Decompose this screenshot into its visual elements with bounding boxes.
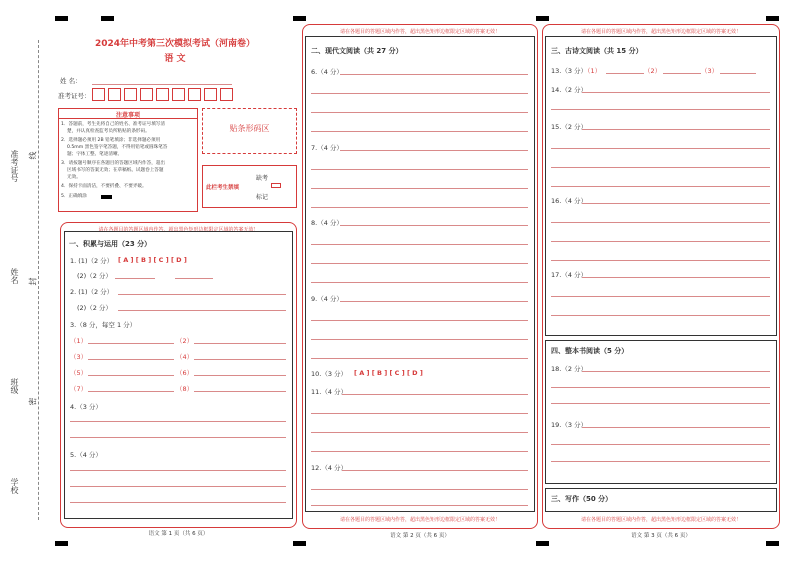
answer-line[interactable]: [311, 188, 528, 189]
blank-label: （6）: [176, 369, 194, 377]
answer-line[interactable]: [70, 486, 286, 487]
answer-line[interactable]: [551, 167, 770, 168]
side-label-school: 学校: [10, 478, 19, 494]
exam-title: 2024年中考第三次模拟考试（河南卷）: [94, 39, 256, 49]
answer-line[interactable]: [311, 112, 528, 113]
answer-line[interactable]: [311, 93, 528, 94]
q17-label: 17.（4 分）: [551, 271, 588, 279]
blank-label: （8）: [176, 385, 194, 393]
answer-line[interactable]: [88, 391, 174, 392]
q13-blank-label: （1）: [584, 67, 602, 75]
notice-item: 无效。: [67, 175, 81, 180]
q13-label: 13.（3 分）: [551, 67, 588, 75]
answer-line[interactable]: [311, 263, 528, 264]
subject-title: 语 文: [164, 54, 186, 64]
name-field[interactable]: [92, 84, 232, 85]
answer-line[interactable]: [311, 320, 528, 321]
answer-region-2: [305, 36, 535, 512]
answer-line[interactable]: [606, 73, 644, 74]
q15-label: 15.（2 分）: [551, 123, 588, 131]
timing-mark: [536, 541, 549, 546]
notice-item: 楚，并认真检查监考员所粘贴的条形码。: [67, 129, 150, 134]
q18-label: 18.（2 分）: [551, 365, 588, 373]
answer-line[interactable]: [551, 444, 770, 445]
q1-1-choices[interactable]: [ A ] [ B ] [ C ] [ D ]: [118, 256, 187, 264]
filled-bubble-example: [101, 195, 112, 199]
timing-mark: [536, 16, 549, 21]
q9-label: 9.（4 分）: [311, 295, 343, 303]
notice-item: 1．答题前，考生先将自己的姓名、准考证号填写清: [61, 122, 165, 127]
answer-line[interactable]: [70, 421, 286, 422]
answer-line[interactable]: [175, 278, 213, 279]
id-label: 准考证号：: [58, 92, 91, 100]
q11-label: 11.（4 分）: [311, 388, 348, 396]
q8-label: 8.（4 分）: [311, 219, 343, 227]
blank-label: （2）: [176, 337, 194, 345]
side-label-name: 姓名: [10, 268, 19, 284]
timing-mark: [55, 541, 68, 546]
notice-item: 4．保持卡面清洁，不要折叠、不要弄破。: [61, 184, 147, 189]
timing-mark: [101, 16, 114, 21]
answer-line[interactable]: [311, 358, 528, 359]
answer-line[interactable]: [663, 73, 701, 74]
notice-title: 注意事项: [115, 112, 140, 119]
q4-label: 4.（3 分）: [70, 403, 102, 411]
q3-label: 3.（8 分，每空 1 分）: [70, 321, 137, 329]
answer-line[interactable]: [118, 294, 286, 295]
id-digit-box[interactable]: [204, 88, 217, 101]
answer-line[interactable]: [70, 437, 286, 438]
blank-label: （1）: [70, 337, 88, 345]
answer-line[interactable]: [70, 502, 286, 503]
page-footer-3: 语文 第 3 页（共 6 页）: [631, 533, 691, 539]
answer-line[interactable]: [551, 148, 770, 149]
answer-line[interactable]: [88, 359, 174, 360]
section-title-3: 三、古诗文阅读（共 15 分）: [551, 47, 643, 55]
answer-line[interactable]: [118, 310, 286, 311]
q6-label: 6.（4 分）: [311, 68, 343, 76]
id-digit-box[interactable]: [140, 88, 153, 101]
absent-note: 此栏考生禁填: [206, 185, 240, 191]
boundary-warning: 请在各题目的答题区域内作答，超出黑色矩形边框限定区域的答案无效！: [339, 517, 500, 523]
answer-line[interactable]: [70, 470, 286, 471]
answer-line[interactable]: [551, 387, 770, 388]
answer-line[interactable]: [311, 282, 528, 283]
absent-checkbox[interactable]: [271, 183, 281, 188]
barcode-area-label: 贴条形码区: [229, 124, 270, 133]
seal-char-secret: 密: [28, 397, 38, 406]
answer-line[interactable]: [311, 432, 528, 433]
answer-line[interactable]: [311, 413, 528, 414]
page-footer-1: 语文 第 1 页（共 6 页）: [148, 531, 209, 537]
timing-mark: [293, 16, 306, 21]
blank-label: （5）: [70, 369, 88, 377]
id-digit-box[interactable]: [220, 88, 233, 101]
section-title-5: 三、写作（50 分）: [551, 495, 613, 503]
q16-label: 16.（4 分）: [551, 197, 588, 205]
id-digit-box[interactable]: [188, 88, 201, 101]
side-label-class: 班级: [10, 378, 19, 394]
q14-label: 14.（2 分）: [551, 86, 588, 94]
id-digit-box[interactable]: [124, 88, 137, 101]
answer-line[interactable]: [340, 150, 528, 151]
answer-line[interactable]: [311, 489, 528, 490]
q13-blank-label: （3）: [701, 67, 719, 75]
timing-mark: [766, 541, 779, 546]
answer-line[interactable]: [551, 296, 770, 297]
boundary-warning: 请在各题目的答题区域内作答，超出黑色矩形边框限定区域的答案无效！: [339, 29, 500, 35]
answer-line[interactable]: [115, 278, 155, 279]
absent-label-top: 缺考: [256, 175, 269, 182]
q19-label: 19.（3 分）: [551, 421, 588, 429]
answer-line[interactable]: [194, 391, 286, 392]
answer-line[interactable]: [551, 403, 770, 404]
notice-item: 2．选择题必须用 2B 铅笔填涂；非选择题必须用: [61, 138, 161, 143]
q13-blank-label: （2）: [644, 67, 662, 75]
answer-line[interactable]: [340, 74, 528, 75]
answer-line[interactable]: [551, 461, 770, 462]
blank-label: （4）: [176, 353, 194, 361]
answer-line[interactable]: [342, 470, 528, 471]
side-label-id: 准考证号: [10, 150, 19, 182]
answer-line[interactable]: [311, 339, 528, 340]
answer-line[interactable]: [551, 241, 770, 242]
answer-line[interactable]: [311, 451, 528, 452]
answer-line[interactable]: [551, 186, 770, 187]
answer-line[interactable]: [582, 92, 770, 93]
seal-char-line: 线: [28, 151, 38, 160]
answer-line[interactable]: [194, 359, 286, 360]
seal-char-seal: 封: [28, 277, 38, 286]
notice-item: 5．正确填涂: [61, 194, 87, 199]
answer-line[interactable]: [311, 131, 528, 132]
answer-line[interactable]: [88, 343, 174, 344]
q12-label: 12.（4 分）: [311, 464, 348, 472]
q2-1-label: 2. (1)（2 分）: [70, 288, 114, 296]
answer-line[interactable]: [551, 260, 770, 261]
answer-line[interactable]: [582, 129, 770, 130]
timing-mark: [293, 541, 306, 546]
q2-2-label: (2)（2 分）: [77, 304, 112, 312]
answer-line[interactable]: [340, 225, 528, 226]
answer-line[interactable]: [551, 222, 770, 223]
answer-line[interactable]: [582, 203, 770, 204]
q1-1-label: 1. (1)（2 分）: [70, 257, 114, 265]
boundary-warning: 请在各题目的答题区域内作答，超出黑色矩形边框限定区域的答案无效！: [580, 29, 741, 35]
section-title-1: 一、积累与运用（23 分）: [69, 240, 152, 248]
answer-line[interactable]: [340, 301, 528, 302]
answer-line[interactable]: [194, 343, 286, 344]
answer-line[interactable]: [342, 394, 528, 395]
id-digit-box[interactable]: [92, 88, 105, 101]
boundary-warning: 请在各题目的答题区域内作答，超出黑色矩形边框限定区域的答案无效！: [580, 517, 741, 523]
notice-item: 0.5mm 黑色签字笔答题，不得用铅笔或圆珠笔答: [67, 145, 168, 150]
q10-choices[interactable]: [ A ] [ B ] [ C ] [ D ]: [354, 369, 423, 377]
answer-line[interactable]: [582, 371, 770, 372]
q1-2-label: (2)（2 分）: [77, 272, 112, 280]
answer-line[interactable]: [582, 427, 770, 428]
boundary-warning: 请在各题目的答题区域内作答，超出黑色矩形边框限定区域的答案无效！: [98, 227, 259, 233]
absent-label-bottom: 标记: [256, 194, 269, 201]
q5-label: 5.（4 分）: [70, 451, 102, 459]
section-title-4: 四、整本书阅读（5 分）: [551, 347, 629, 355]
section-title-2: 二、现代文阅读（共 27 分）: [311, 47, 403, 55]
answer-line[interactable]: [311, 244, 528, 245]
answer-line[interactable]: [720, 73, 756, 74]
answer-region-4: [545, 340, 777, 484]
timing-mark: [766, 16, 779, 21]
page-footer-2: 语文 第 2 页（共 6 页）: [390, 533, 450, 539]
q10-label: 10.（3 分）: [311, 370, 348, 378]
answer-line[interactable]: [551, 109, 770, 110]
answer-line[interactable]: [582, 277, 770, 278]
notice-item: 3．请按题号顺序在各题目的答题区域内作答，超出: [61, 161, 165, 166]
id-digit-box[interactable]: [108, 88, 121, 101]
id-digit-box[interactable]: [156, 88, 169, 101]
blank-label: （7）: [70, 385, 88, 393]
q7-label: 7.（4 分）: [311, 144, 343, 152]
blank-label: （3）: [70, 353, 88, 361]
notice-item: 题；字体工整、笔迹清晰。: [67, 152, 123, 157]
answer-line[interactable]: [311, 169, 528, 170]
notice-item: 区域书写的答案无效；在草稿纸、试题卷上答题: [67, 168, 164, 173]
answer-line[interactable]: [311, 505, 528, 506]
answer-line[interactable]: [88, 375, 174, 376]
answer-line[interactable]: [311, 207, 528, 208]
name-label: 姓 名：: [60, 77, 82, 85]
id-digit-box[interactable]: [172, 88, 185, 101]
answer-line[interactable]: [194, 375, 286, 376]
answer-line[interactable]: [551, 315, 770, 316]
timing-mark: [55, 16, 68, 21]
